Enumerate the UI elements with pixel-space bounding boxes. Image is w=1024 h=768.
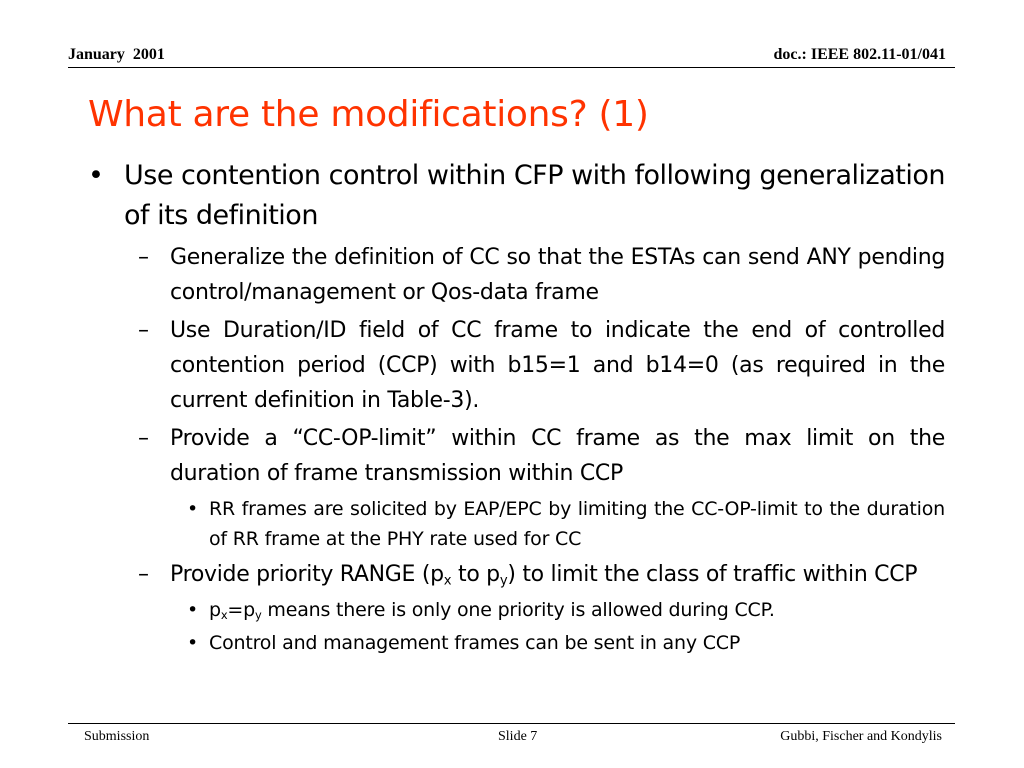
footer-slide-number: Slide 7 [498, 729, 538, 744]
header-rule [68, 67, 955, 68]
bullet-level1 [88, 156, 945, 236]
header-date: January 2001 [68, 46, 165, 63]
bullet-text: Control and management frames can be sent in any CCP [209, 632, 741, 654]
bullet-level2 [138, 421, 945, 491]
bullet-icon: • [187, 498, 199, 520]
bullet-level3 [187, 494, 945, 554]
bullet-level2 [138, 313, 945, 418]
bullet-level3 [187, 595, 945, 625]
bullet-text: $p_x=p_y$ means there is only one priority is allowed during CCP. [209, 599, 775, 622]
bullet-text: Generalize the definition of CC so that the ESTAs can send ANY pending control/management or Qos-data frame [170, 245, 945, 305]
footer-authors: Gubbi, Fischer and Kondylis [780, 729, 942, 744]
bullet-level2 [138, 557, 945, 592]
dash-icon: – [138, 562, 149, 587]
slide-body [88, 156, 945, 661]
header-doc-id: doc.: IEEE 802.11-01/041 [773, 46, 946, 63]
footer-submission: Submission [84, 729, 150, 744]
bullet-level2 [138, 240, 945, 310]
bullet-text: Provide priority RANGE ($p_x$ to $p_y$) to limit the class of traffic within CCP [170, 562, 918, 589]
bullet-icon: • [187, 632, 199, 654]
bullet-level3 [187, 628, 945, 658]
bullet-icon: • [88, 160, 104, 191]
dash-icon: – [138, 318, 149, 343]
footer-rule [68, 723, 955, 724]
dash-icon: – [138, 245, 149, 270]
bullet-text: Use Duration/ID field of CC frame to indicate the end of controlled contention period (CCP) with b15=1 and b14=0 (as required in the current definition in Table-3). [170, 318, 945, 413]
dash-icon: – [138, 426, 149, 451]
bullet-icon: • [187, 599, 199, 621]
bullet-text: Use contention control within CFP with following generalization of its definition [124, 160, 945, 231]
slide-title: What are the modifications? (1) [88, 94, 649, 135]
bullet-text: RR frames are solicited by EAP/EPC by limiting the CC-OP-limit to the duration of RR frame at the PHY rate used for CC [209, 498, 945, 550]
bullet-text: Provide a “CC-OP-limit” within CC frame as the max limit on the duration of frame transmission within CCP [170, 426, 945, 486]
